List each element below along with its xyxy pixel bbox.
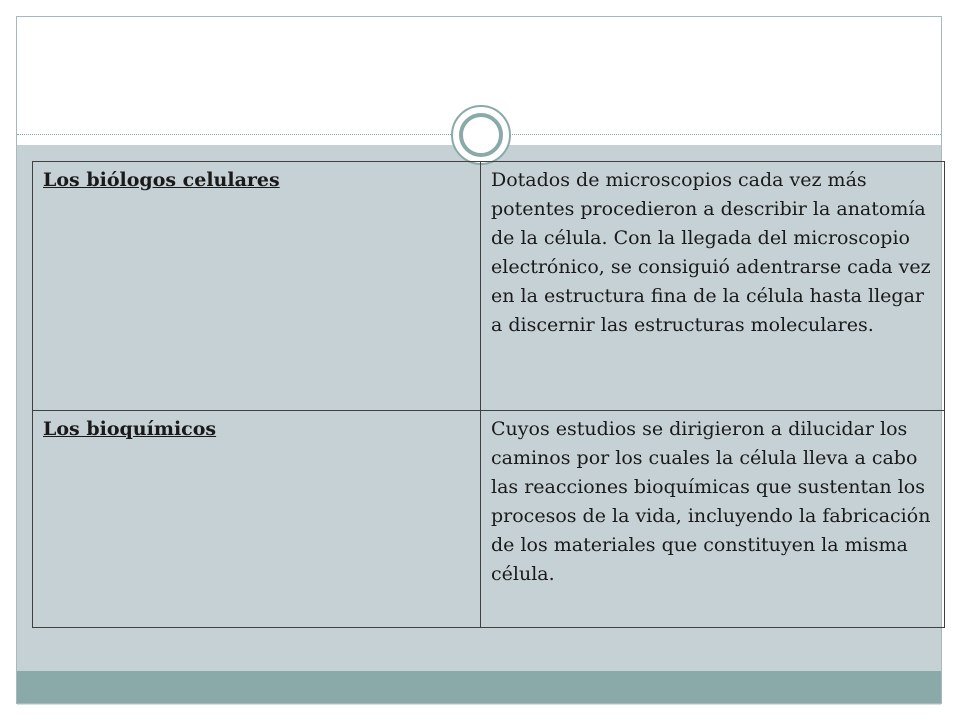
comparison-table bbox=[32, 161, 945, 628]
term-cell: Los biólogos celulares bbox=[33, 162, 481, 411]
description-cell: Dotados de microscopios cada vez más potentes procedieron a describir la anatomía de la célula. Con la llegada del microscopio electrónico, se consiguió adentrarse cada vez en la estructura fina de la célula hasta llegar a discernir las estructuras moleculares. bbox=[481, 162, 945, 411]
description-cell: Cuyos estudios se dirigieron a dilucidar los caminos por los cuales la célula lleva a cabo las reacciones bioquímicas que sustentan los procesos de la vida, incluyendo la fabricación de los materiales que constituyen la misma célula. bbox=[481, 411, 945, 628]
term-cell: Los bioquímicos bbox=[33, 411, 481, 628]
table-row bbox=[33, 411, 945, 628]
ring-ornament-inner-icon bbox=[459, 113, 503, 157]
table-row bbox=[33, 162, 945, 411]
